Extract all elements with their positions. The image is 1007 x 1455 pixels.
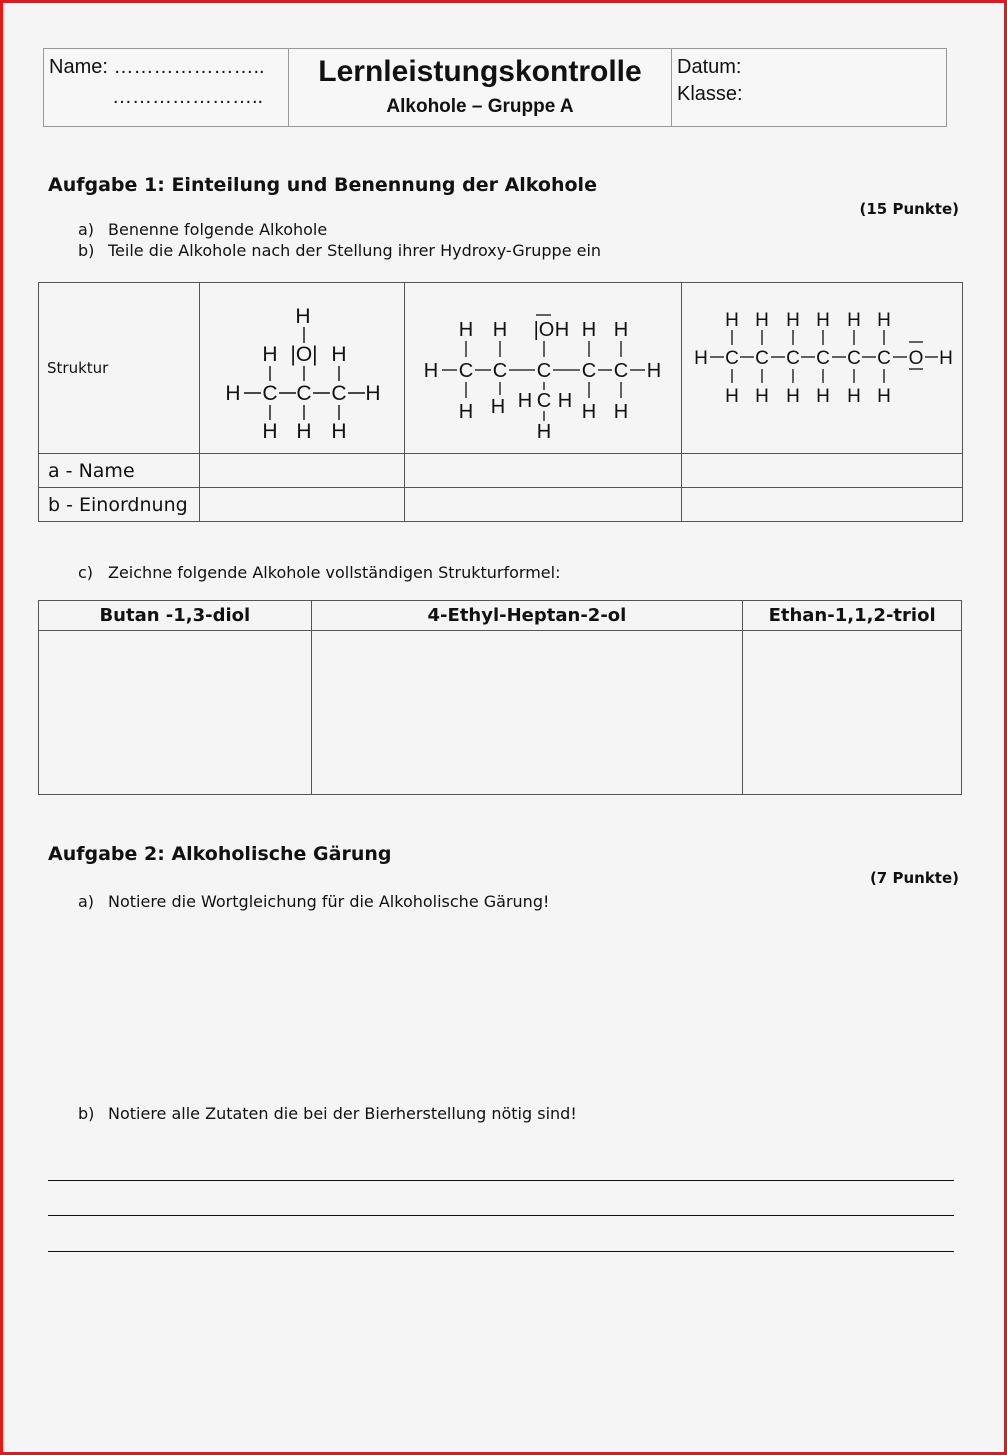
name-row-label: a - Name	[39, 454, 200, 488]
svg-text:H: H	[458, 401, 474, 423]
svg-text:H: H	[694, 348, 708, 369]
svg-text:C: C	[613, 360, 629, 382]
svg-text:H: H	[613, 401, 629, 423]
structure-row	[39, 283, 963, 454]
svg-text:H: H	[365, 382, 381, 405]
svg-text:|O: |O	[533, 319, 555, 341]
task2-points: (7 Punkte)	[869, 869, 959, 887]
svg-text:H: H	[262, 343, 278, 366]
structure-cell-2	[405, 283, 682, 454]
svg-text:H: H	[581, 401, 597, 423]
svg-text:H: H	[847, 310, 861, 331]
task2-item-a	[78, 892, 549, 911]
item-text: Benenne folgende Alkohole	[108, 220, 328, 239]
svg-text:H: H	[517, 390, 533, 412]
svg-text:C: C	[755, 348, 769, 369]
item-text: Teile die Alkohole nach der Stellung ihrer Hydroxy-Gruppe ein	[108, 241, 602, 260]
svg-text:H: H	[816, 310, 830, 331]
structure-2-propanol-drawing	[200, 283, 404, 449]
answer-cell-name-3[interactable]	[682, 454, 963, 488]
answer-line-2[interactable]	[48, 1215, 954, 1216]
svg-text:C: C	[536, 360, 552, 382]
answer-cell-class-2[interactable]	[405, 488, 682, 522]
item-letter: b)	[78, 241, 95, 260]
svg-text:H: H	[581, 319, 597, 341]
svg-text:H: H	[847, 386, 861, 407]
svg-text:C: C	[786, 348, 800, 369]
answer-cell-class-3[interactable]	[682, 488, 963, 522]
page-title: Lernleistungskontrolle	[318, 55, 642, 88]
item-text: Notiere alle Zutaten die bei der Bierherstellung nötig sind!	[108, 1104, 577, 1123]
drawing-cell-1[interactable]	[39, 631, 312, 795]
header-box	[43, 48, 947, 127]
name-cell	[44, 49, 289, 126]
svg-text:C: C	[331, 382, 347, 405]
svg-text:H: H	[458, 319, 474, 341]
task1-item-b	[78, 241, 601, 260]
svg-text:H: H	[786, 310, 800, 331]
svg-text:H: H	[554, 319, 570, 341]
svg-text:|O|: |O|	[290, 343, 318, 366]
svg-text:C: C	[492, 360, 508, 382]
svg-text:H: H	[725, 310, 739, 331]
name-row	[39, 454, 963, 488]
classification-row	[39, 488, 963, 522]
svg-text:H: H	[816, 386, 830, 407]
title-cell	[289, 49, 672, 126]
answer-cell-class-1[interactable]	[200, 488, 405, 522]
drawing-answer-row	[39, 631, 962, 795]
svg-text:H: H	[557, 390, 573, 412]
structure-label: Struktur	[39, 283, 200, 454]
svg-text:H: H	[877, 386, 891, 407]
svg-text:H: H	[423, 360, 439, 382]
column-header-2: 4-Ethyl-Heptan-2-ol	[311, 601, 743, 631]
svg-text:C: C	[536, 390, 552, 412]
drawing-cell-2[interactable]	[311, 631, 743, 795]
task1-heading: Aufgabe 1: Einteilung und Benennung der Alkohole	[48, 174, 597, 196]
svg-text:C: C	[581, 360, 597, 382]
structure-cell-3	[682, 283, 963, 454]
svg-text:O: O	[908, 348, 924, 369]
classification-row-label: b - Einordnung	[39, 488, 200, 522]
svg-text:H: H	[331, 420, 347, 443]
svg-text:H: H	[725, 386, 739, 407]
column-header-1: Butan -1,3-diol	[39, 601, 312, 631]
svg-text:H: H	[755, 386, 769, 407]
svg-text:H: H	[225, 382, 241, 405]
drawing-header-row	[39, 601, 962, 631]
svg-text:H: H	[490, 396, 506, 418]
svg-text:H: H	[492, 319, 508, 341]
drawing-table	[38, 600, 962, 795]
svg-text:H: H	[613, 319, 629, 341]
svg-text:H: H	[786, 386, 800, 407]
column-header-3: Ethan-1,1,2-triol	[743, 601, 962, 631]
svg-text:C: C	[877, 348, 891, 369]
class-label: Klasse:	[677, 83, 743, 105]
name-label: Name: …………………..	[49, 56, 265, 78]
drawing-cell-3[interactable]	[743, 631, 962, 795]
svg-text:H: H	[296, 420, 312, 443]
svg-text:H: H	[939, 348, 953, 369]
svg-text:H: H	[262, 420, 278, 443]
task1-item-a	[78, 220, 327, 239]
date-label: Datum:	[677, 56, 742, 78]
svg-text:H: H	[755, 310, 769, 331]
svg-text:C: C	[262, 382, 278, 405]
item-text: Zeichne folgende Alkohole vollständigen Strukturformel:	[108, 563, 561, 582]
item-letter: a)	[78, 220, 95, 239]
task1-points: (15 Punkte)	[859, 200, 959, 218]
svg-text:H: H	[331, 343, 347, 366]
page-subtitle: Alkohole – Gruppe A	[386, 96, 574, 117]
task1-item-c	[78, 563, 560, 582]
svg-text:H: H	[536, 421, 552, 443]
svg-text:H: H	[877, 310, 891, 331]
item-letter: a)	[78, 892, 95, 911]
svg-text:C: C	[847, 348, 861, 369]
answer-line-3[interactable]	[48, 1251, 954, 1252]
task2-heading: Aufgabe 2: Alkoholische Gärung	[48, 843, 392, 865]
item-letter: b)	[78, 1104, 95, 1123]
svg-text:C: C	[296, 382, 312, 405]
answer-cell-name-1[interactable]	[200, 454, 405, 488]
svg-text:H: H	[295, 305, 311, 328]
svg-text:H: H	[646, 360, 662, 382]
structure-table	[38, 282, 963, 522]
task2-item-b	[78, 1104, 577, 1123]
name-line-2: …………………..	[112, 86, 264, 108]
svg-text:C: C	[725, 348, 739, 369]
svg-text:C: C	[458, 360, 474, 382]
answer-line-1[interactable]	[48, 1180, 954, 1181]
svg-text:C: C	[816, 348, 830, 369]
structure-cell-1	[200, 283, 405, 454]
date-class-cell	[672, 49, 946, 126]
item-text: Notiere die Wortgleichung für die Alkoholische Gärung!	[108, 892, 550, 911]
item-letter: c)	[78, 563, 94, 582]
answer-cell-name-2[interactable]	[405, 454, 682, 488]
structure-methylpentanol-drawing	[405, 283, 681, 449]
structure-hexanol-drawing	[682, 283, 962, 449]
